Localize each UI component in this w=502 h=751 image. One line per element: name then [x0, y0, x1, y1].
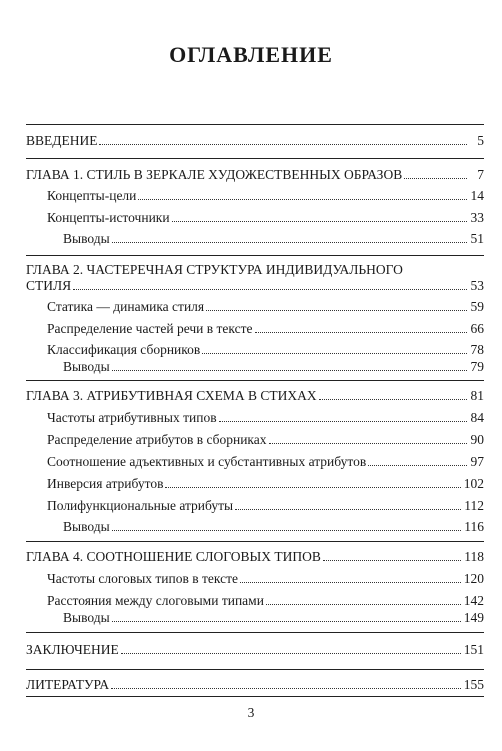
toc-page: 116 — [464, 519, 484, 534]
toc-page: 33 — [470, 210, 484, 225]
toc-entry-section[interactable] — [47, 453, 484, 470]
toc-page: 84 — [470, 410, 484, 425]
toc-label: Частоты слоговых типов в тексте — [47, 571, 238, 586]
toc-label: ВВЕДЕНИЕ — [26, 133, 98, 148]
toc-page: 142 — [463, 593, 484, 608]
toc-label: Распределение атрибутов в сборниках — [47, 432, 267, 447]
toc-label: Расстояния между слоговыми типами — [47, 593, 264, 608]
toc-label: ЛИТЕРАТУРА — [26, 677, 110, 692]
toc-page: 79 — [470, 359, 484, 374]
toc-entry-section[interactable] — [47, 187, 484, 204]
toc-label: Инверсия атрибутов — [47, 476, 164, 491]
toc-entry-conclusions[interactable] — [63, 609, 484, 626]
toc-entry-section[interactable] — [47, 320, 484, 337]
toc-entry-introduction[interactable] — [26, 132, 484, 149]
toc-entry-section[interactable] — [47, 341, 484, 358]
toc-entry-section[interactable] — [47, 497, 484, 514]
toc-label: Концепты-источники — [47, 210, 170, 225]
toc-label: Выводы — [63, 610, 110, 625]
toc-page: 51 — [470, 231, 484, 246]
toc-page: 120 — [463, 571, 484, 586]
toc-page: 5 — [477, 133, 484, 148]
toc-label: ГЛАВА 4. СООТНОШЕНИЕ СЛОГОВЫХ ТИПОВ — [26, 549, 321, 564]
toc-label: Полифункциональные атрибуты — [47, 498, 234, 513]
toc-entry-section[interactable] — [47, 298, 484, 315]
divider — [26, 158, 484, 159]
toc-label: Соотношение адъективных и субстантивных атрибутов — [47, 454, 367, 469]
toc-page: 155 — [463, 677, 484, 692]
toc-label: Статика — динамика стиля — [47, 299, 205, 314]
toc-label: Выводы — [63, 359, 110, 374]
page-number: 3 — [247, 705, 255, 720]
toc-entry-section[interactable] — [47, 592, 484, 609]
toc-entry-conclusions[interactable] — [63, 358, 484, 375]
toc-entry-section[interactable] — [47, 431, 484, 448]
toc-label: Частоты атрибутивных типов — [47, 410, 217, 425]
toc-label: ЗАКЛЮЧЕНИЕ — [26, 642, 119, 657]
toc-label: ГЛАВА 1. СТИЛЬ В ЗЕРКАЛЕ ХУДОЖЕСТВЕННЫХ ОБРАЗОВ — [26, 167, 403, 182]
toc-page: 14 — [470, 188, 484, 203]
toc-entry-chapter-1[interactable] — [26, 166, 484, 183]
toc-entry-section[interactable] — [47, 475, 484, 492]
divider — [26, 696, 484, 697]
toc-label: Классификация сборников — [47, 342, 201, 357]
toc-page: 102 — [463, 476, 484, 491]
toc-entry-section[interactable] — [47, 409, 484, 426]
toc-entry-literature[interactable] — [26, 676, 484, 693]
toc-page: 112 — [464, 498, 484, 513]
divider — [26, 669, 484, 670]
toc-entry-conclusions[interactable] — [63, 230, 484, 247]
toc-label: СТИЛЯ — [26, 278, 72, 293]
toc-entry-conclusion[interactable] — [26, 641, 484, 658]
toc-page: 118 — [464, 549, 484, 564]
toc-entry-section[interactable] — [47, 209, 484, 226]
toc-label: Выводы — [63, 231, 110, 246]
toc-page: 53 — [470, 278, 484, 293]
divider — [26, 255, 484, 256]
toc-page: 7 — [477, 167, 484, 182]
divider — [26, 380, 484, 381]
toc-label: Концепты-цели — [47, 188, 137, 203]
toc-entry-section[interactable] — [47, 570, 484, 587]
toc-page: 78 — [470, 342, 484, 357]
divider — [26, 541, 484, 542]
toc-entry-chapter-2[interactable] — [26, 277, 484, 294]
toc-page: 97 — [470, 454, 484, 469]
toc-entry-conclusions[interactable] — [63, 518, 484, 535]
toc-label: Распределение частей речи в тексте — [47, 321, 253, 336]
page-title: ОГЛАВЛЕНИЕ — [169, 42, 333, 67]
toc-label: ГЛАВА 3. АТРИБУТИВНАЯ СХЕМА В СТИХАХ — [26, 388, 317, 403]
toc-entry-chapter-3[interactable] — [26, 387, 484, 404]
toc-page: 90 — [470, 432, 484, 447]
toc-page: 81 — [470, 388, 484, 403]
toc-page: 66 — [470, 321, 484, 336]
toc-page: 149 — [463, 610, 484, 625]
divider — [26, 124, 484, 125]
toc-label: Выводы — [63, 519, 110, 534]
toc-page: 151 — [463, 642, 484, 657]
toc-entry-chapter-4[interactable] — [26, 548, 484, 565]
toc-entry-chapter-2-line1: ГЛАВА 2. ЧАСТЕРЕЧНАЯ СТРУКТУРА ИНДИВИДУАЛЬНОГО — [26, 262, 403, 277]
divider — [26, 632, 484, 633]
toc-page: 59 — [470, 299, 484, 314]
